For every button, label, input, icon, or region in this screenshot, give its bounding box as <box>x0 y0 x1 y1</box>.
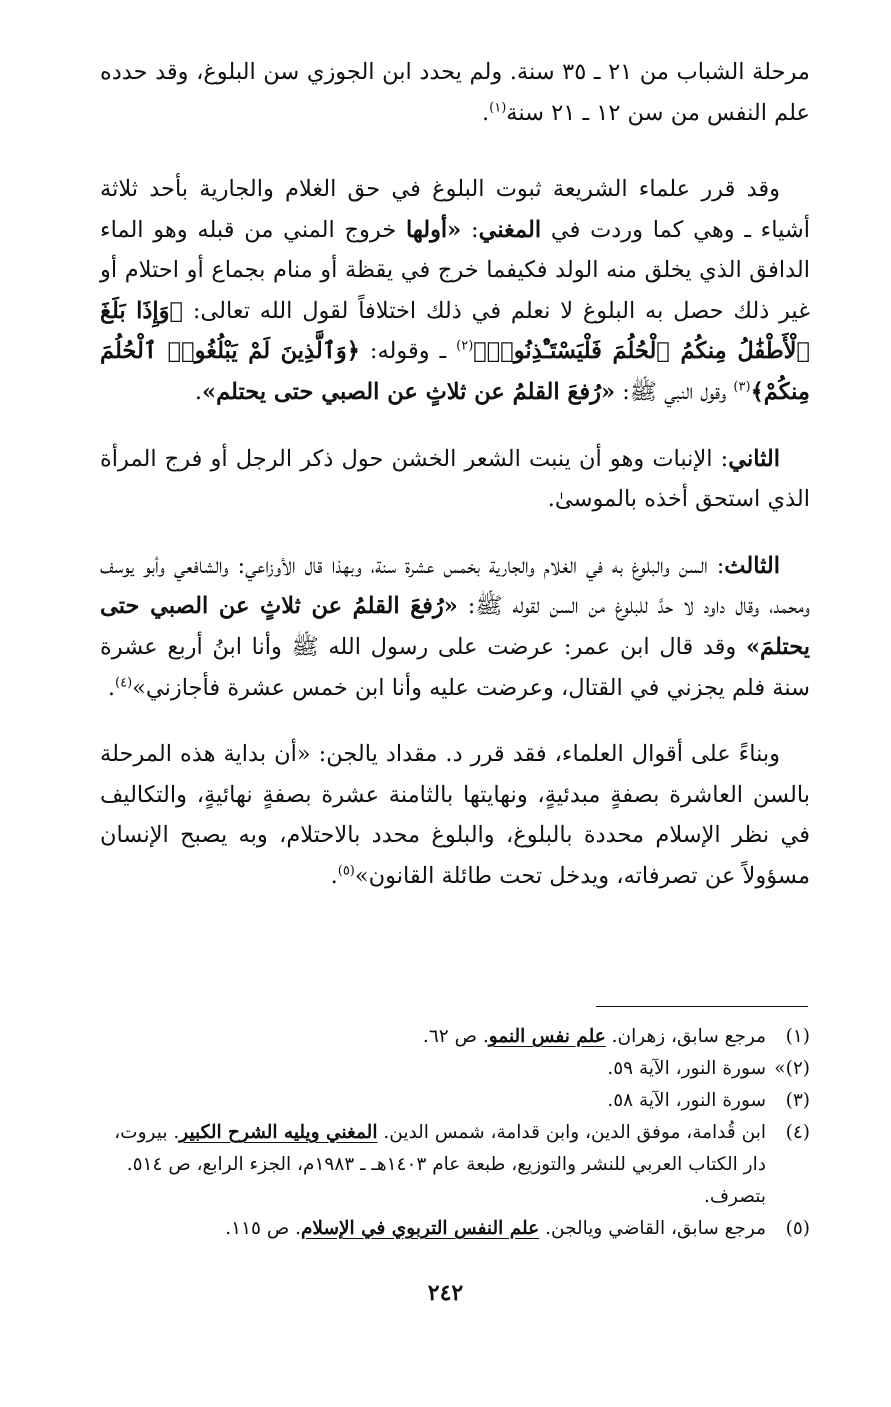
p2-end: . <box>194 378 203 405</box>
footnote-1 <box>100 1021 810 1053</box>
paragraph-1-end: . <box>482 99 490 126</box>
footnote-number: (٣) <box>785 1090 810 1111</box>
footnote-number: (٢)» <box>774 1058 810 1079</box>
footnote-1-source: مرجع سابق، زهران. <box>605 1026 766 1047</box>
footnote-text <box>100 1021 766 1053</box>
footnote-5-page: . ص ١١٥. <box>225 1218 301 1239</box>
p3-text: : الإنبات وهو أن ينبت الشعر الخشن حول ذكر الرجل أو فرج المرأة الذي استحق أخذه بالموسىٰ. <box>100 445 810 513</box>
footnote-ref-2: (٢) <box>456 338 474 354</box>
hadith-quote-1: «رُفعَ القلمُ عن ثلاثٍ عن الصبي حتى يحتلم» <box>202 378 616 405</box>
paragraph-1-text: مرحلة الشباب من ٢١ ـ ٣٥ سنة. ولم يحدد ابن الجوزي سن البلوغ، وقد حدده علم النفس من سن ١٢ ـ ٢١ سنة <box>100 59 810 126</box>
footnote-2 <box>100 1053 810 1085</box>
footnote-text <box>100 1213 766 1245</box>
hadith-quote-2: «رُفعَ القلمُ عن ثلاثٍ عن الصبي حتى يحتلمَ» <box>100 593 810 660</box>
footnote-4-source: ابن قُدامة، موفق الدين، وابن قدامة، شمس الدين. <box>377 1122 766 1143</box>
p5-end: . <box>330 862 338 889</box>
quran-verse-59: ﴿وَإِذَا بَلَغَ ٱلْأَطْفَٰلُ مِنكُمُ ٱلْحُلُمَ فَلْيَسْتَـْٔذِنُوا۟﴾ <box>100 297 811 365</box>
paragraph-5 <box>100 734 810 896</box>
footnote-ref-3: (٣) <box>733 379 751 395</box>
footnote-text <box>100 1085 766 1117</box>
footnote-4-title: المغني ويليه الشرح الكبير <box>179 1122 378 1143</box>
footnote-2-source: سورة النور، الآية ٥٩. <box>607 1058 766 1079</box>
footnote-3-source: سورة النور، الآية ٥٨. <box>607 1090 766 1111</box>
p4-end: . <box>107 674 115 701</box>
footnote-separator <box>596 1006 808 1007</box>
footnote-5-title: علم النفس التربوي في الإسلام <box>300 1218 540 1239</box>
p4-text-d: وقد قال ابن عمر: عرضت على رسول الله ﷺ وأنا ابنُ أربع عشرة سنة فلم يجزني في القتال، وعرضت عليه وأنا ابن خمس عشرة فأجازني» <box>100 633 810 701</box>
quran-verse-58: ﴿وَٱلَّذِينَ لَمْ يَبْلُغُوا۟ ٱلْحُلُمَ مِنكُمْ﴾ <box>100 338 810 405</box>
footnote-ref-1: (١) <box>489 100 507 116</box>
footnote-3 <box>100 1085 810 1117</box>
page-number: ٢٤٢ <box>427 1280 464 1306</box>
p3-heading: الثاني <box>728 445 780 472</box>
footnote-ref-5: (٥) <box>337 863 355 879</box>
main-text <box>100 52 810 897</box>
footnote-text <box>100 1117 766 1213</box>
footnote-4-details: . بيروت، دار الكتاب العربي للنشر والتوزيع، طبعة عام ١٤٠٣هـ ـ ١٩٨٣م، الجزء الرابع، ص ٥١٤. بتصرف. <box>114 1122 766 1207</box>
footnote-number: (٥) <box>785 1218 810 1239</box>
p2-text-a: وقد قرر علماء الشريعة ثبوت البلوغ في حق الغلام والجارية بأحد ثلاثة أشياء ـ وهي كما وردت في <box>100 176 810 243</box>
paragraph-2 <box>100 169 810 413</box>
p2-colon: : <box>461 216 479 243</box>
footnote-1-page: . ص ٦٢. <box>422 1026 489 1047</box>
footnote-5-source: مرجع سابق، القاضي ويالجن. <box>539 1218 766 1239</box>
footnote-5 <box>100 1213 810 1245</box>
p2-text-i: وقول النبي ﷺ: <box>615 378 734 405</box>
p5-text: وبناءً على أقوال العلماء، فقد قرر د. مقداد يالجن: «أن بداية هذه المرحلة بالسن العاشرة بصفةٍ مبدئيةٍ، ونهايتها بالثامنة عشرة بصفةٍ نهائيةٍ، والتكاليف في نظر الإسلام محددة بالبلوغ، والبلوغ محدد بالاحتلام، وبه يصبح الإنسان مسؤولاً عن تصرفاته، ويدخل تحت طائلة القانون» <box>100 741 810 889</box>
p4-text-b: : السن والبلوغ به في الغلام والجارية بخمس عشرة سنة، وبهذا قال الأوزاعي: والشافعي وأبو يوسف ومحمد، وقال داود لا حدَّ للبلوغ من السن لقوله ﷺ: <box>100 552 810 620</box>
p2-text-e: خروج المني من قبله وهو الماء الدافق الذي يخلق منه الولد فكيفما خرج في يقظة أو منام بجماع أو احتلام أو غير ذلك حصل به البلوغ لا نعلم في ذلك اختلافاً لقول الله تعالى: <box>100 216 810 324</box>
footnote-4 <box>100 1117 810 1213</box>
footnote-number: (٤) <box>785 1122 810 1143</box>
footnote-text <box>100 1053 766 1085</box>
paragraph-4 <box>100 546 810 708</box>
footnote-ref-4: (٤) <box>115 675 133 691</box>
footnote-1-title: علم نفس النمو <box>488 1026 606 1047</box>
p4-heading: الثالث <box>724 552 780 579</box>
book-ref-mughni: المغني <box>478 216 542 243</box>
footnote-number: (١) <box>785 1026 810 1047</box>
paragraph-3 <box>100 439 810 520</box>
footnotes <box>100 1021 810 1245</box>
p2-first-sign: «أولها <box>405 216 462 243</box>
paragraph-1 <box>100 52 810 139</box>
p2-text-g: ـ وقوله: <box>359 338 457 365</box>
